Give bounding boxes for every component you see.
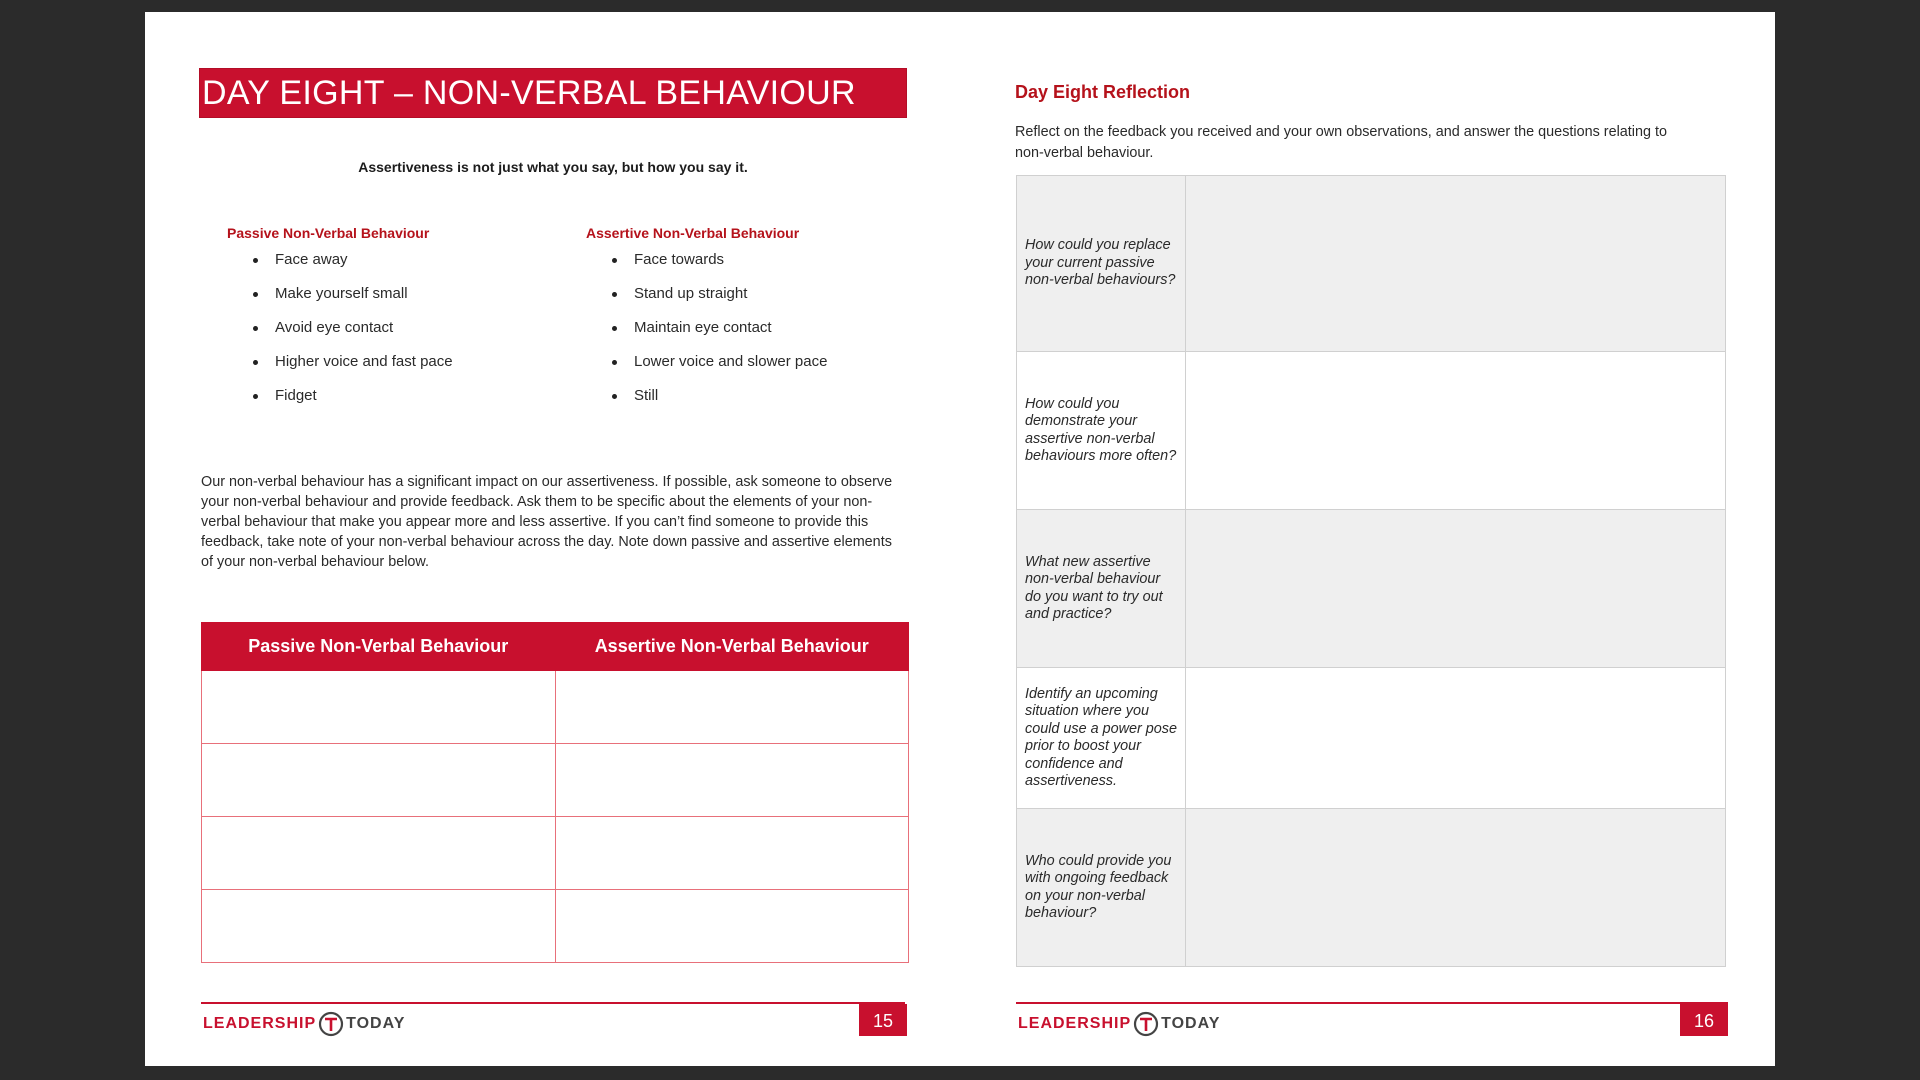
list-item: Higher voice and fast pace (275, 352, 557, 386)
table-row (1017, 809, 1726, 967)
question-cell: Identify an upcoming situation where you could use a power pose prior to boost your confidence and assertiveness. (1017, 668, 1186, 809)
page-16 (960, 12, 1775, 1066)
tagline: Assertiveness is not just what you say, but how you say it. (358, 159, 748, 175)
table-row (202, 671, 909, 744)
list-item: Face towards (634, 250, 916, 284)
leadership-today-logo (203, 1010, 405, 1038)
list-item: Make yourself small (275, 284, 557, 318)
answer-cell[interactable] (1186, 510, 1726, 668)
document-spread (145, 12, 1775, 1066)
question-cell: How could you replace your current passive non-verbal behaviours? (1017, 176, 1186, 352)
passive-entry-cell[interactable] (202, 671, 556, 744)
list-item: Face away (275, 250, 557, 284)
list-item: Fidget (275, 386, 557, 420)
logo-word-leadership: LEADERSHIP (203, 1015, 317, 1032)
question-cell: Who could provide you with ongoing feedback on your non-verbal behaviour? (1017, 809, 1186, 967)
instructions-paragraph: Our non-verbal behaviour has a significant impact on our assertiveness. If possible, ask someone to observe your non-verbal behaviour and provide feedback. Ask them to be specific about the elements of your non-verbal behaviour that make you appear more and less assertive. If you can’t find someone to provide this feedback, take note of your non-verbal behaviour across the day. Note down passive and assertive elements of your non-verbal behaviour below. (201, 474, 893, 570)
observation-table (201, 622, 909, 963)
table-row (1017, 176, 1726, 352)
answer-cell[interactable] (1186, 668, 1726, 809)
page-number: 16 (1680, 1004, 1728, 1036)
question-cell: What new assertive non-verbal behaviour do you want to try out and practice? (1017, 510, 1186, 668)
passive-list-section (227, 225, 557, 420)
assertive-entry-cell[interactable] (555, 671, 909, 744)
passive-heading: Passive Non-Verbal Behaviour (227, 225, 430, 241)
lt-circle-logo-icon (1133, 1011, 1159, 1037)
table-row (1017, 510, 1726, 668)
assertive-entry-cell[interactable] (555, 890, 909, 963)
page-15 (145, 12, 960, 1066)
assertive-list-section (586, 225, 916, 420)
table-row (1017, 352, 1726, 510)
passive-entry-cell[interactable] (202, 744, 556, 817)
question-cell: How could you demonstrate your assertive non-verbal behaviours more often? (1017, 352, 1186, 510)
passive-entry-cell[interactable] (202, 890, 556, 963)
table-header-passive: Passive Non-Verbal Behaviour (202, 623, 556, 671)
table-header-assertive: Assertive Non-Verbal Behaviour (555, 623, 909, 671)
footer-divider (201, 1002, 905, 1004)
page-number: 15 (859, 1004, 907, 1036)
list-item: Avoid eye contact (275, 318, 557, 352)
assertive-entry-cell[interactable] (555, 817, 909, 890)
list-item: Stand up straight (634, 284, 916, 318)
list-item: Still (634, 386, 916, 420)
answer-cell[interactable] (1186, 176, 1726, 352)
page-title: DAY EIGHT – NON-VERBAL BEHAVIOUR (200, 69, 906, 117)
reflection-title: Day Eight Reflection (1015, 82, 1191, 102)
passive-entry-cell[interactable] (202, 817, 556, 890)
assertive-entry-cell[interactable] (555, 744, 909, 817)
footer-divider (1016, 1002, 1728, 1004)
assertive-heading: Assertive Non-Verbal Behaviour (586, 225, 800, 241)
assertive-list (586, 250, 916, 420)
reflection-table (1016, 175, 1726, 967)
table-row (1017, 668, 1726, 809)
answer-cell[interactable] (1186, 809, 1726, 967)
table-row (202, 744, 909, 817)
table-row (202, 890, 909, 963)
lt-circle-logo-icon (318, 1011, 344, 1037)
answer-cell[interactable] (1186, 352, 1726, 510)
list-item: Maintain eye contact (634, 318, 916, 352)
logo-word-today: TODAY (1161, 1015, 1221, 1032)
reflection-intro: Reflect on the feedback you received and your own observations, and answer the questions relating to non-verbal behaviour. (1015, 124, 1667, 161)
logo-word-today: TODAY (346, 1015, 406, 1032)
list-item: Lower voice and slower pace (634, 352, 916, 386)
passive-list (227, 250, 557, 420)
leadership-today-logo (1018, 1010, 1220, 1038)
table-row (202, 817, 909, 890)
logo-word-leadership: LEADERSHIP (1018, 1015, 1132, 1032)
